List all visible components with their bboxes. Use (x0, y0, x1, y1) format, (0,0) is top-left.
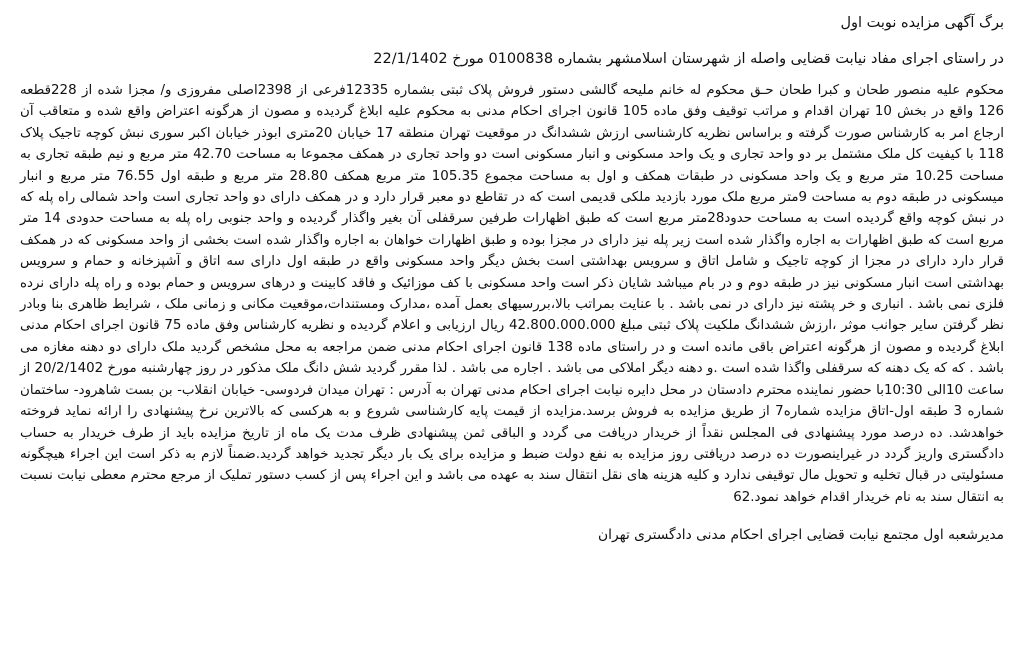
notice-reference-line: در راستای اجرای مفاد نیابت قضایی واصله از شهرستان اسلامشهر بشماره 0100838 مورخ 22/1/1402 (373, 51, 1004, 67)
notice-title: برگ آگهی مزایده نوبت اول (840, 15, 1004, 31)
notice-body-paragraph: محکوم علیه منصور طحان و کبرا طحان حـق محکوم له خانم ملیحه گالشی دستور فروش پلاک ثبتی بشماره 12335فرعی از 2398اصلی مفروزی و/ مجزا شده از 228قطعه 126 واقع در بخش 10 تهران اقدام و مراتب توقیف وفق ماده 105 قانون اجرای احکام مدنی به محکوم علیه ابلاغ گردیده و مصون از هرگونه اعتراض واقع شده و متعاقب آن ارجاع امر به کارشناس صورت گرفته و براساس نظریه کارشناسی ارزش ششدانگ در موقعیت تهران منطقه 17 خیابان 20متری ابوذر خیابان اکبر سوری نبش کوچه تاجیک پلاک 118 با کیفیت کل ملک مشتمل بر دو واحد تجاری و یک واحد مسکونی و انبار مسکونی است دو واحد تجاری در همکف مجموعا به مساحت 42.70 متر مربع و نیم طبقه تجاری به مساحت 10.25 متر مربع و یک واحد مسکونی در طبقات همکف و اول به مساحت مجموع 105.35 متر مربع همکف 28.80 متر مربع و طبقه اول 76.55 متر مربع و انبار میسکونی در طبقه دوم به مساحت 9متر مربع ملک مورد بازدید ملکی قدیمی است که در تقاطع دو معبر قرار دارد و در همکف دارای دو واحد تجاری است واحد شمالی راه پله که در نبش کوچه واقع گردیده است به مساحت حدود28متر مربع است که طبق اظهارات طرفین سرقفلی آن بغیر واگذار گردیده و واحد جنوبی راه پله به مساحت حدودی 14 متر مربع است که طبق اظهارات به اجاره واگذار شده است زیر پله نیز دارای در مجزا بوده و طبق اظهارات خواهان به اجاره واگذار شده است بخشی از واحد مسکونی که در همکف قرار دارد دارای در مجزا از کوچه تاجیک و شامل اتاق و سرویس بهداشتی است بخش دیگر واحد مسکونی واقع در طبقه اول دارای سه اتاق و آشپزخانه و حمام و سرویس بهداشتی است انبار مسکونی نیز در طبقه دوم و در بام میباشد شایان ذکر است واحد مسکونی با کف موزائیک و فاقد کابینت و درهای سرویس و حمام بوده و راه پله دارای نرده فلزی نمی باشد . انباری و خر پشته نیز دارای در نمی باشد . با عنایت بمراتب بالا،بررسیهای بعمل آمده ،مدارک ومستندات،موقعیت مکانی و زمانی ملک ، شرایط ظاهری بنا وبادر نظر گرفتن سایر جوانب موثر ،ارزش ششدانگ ملکیت پلاک ثبتی مبلغ 42.800.000.000 ریال ارزیابی و اعلام گردیده و نظریه کارشناس وفق ماده 75 قانون اجرای احکام مدنی ابلاغ گردیده و مصون از هرگونه اعتراض باقی مانده است و در راستای ماده 138 قانون اجرای احکام مدنی ضمن مراجعه به محل مشخص گردید ملک دارای دو دهنه مغازه می باشد . که که یک دهنه که سرقفلی واگذا شده است .و دهنه دیگر املاکی می باشد . اجاره می باشد . لذا مقرر گردید شش دانگ ملک مذکور در روز چهارشنبه مورخ 20/2/1402 از ساعت 10الی 10:30با حضور نماینده محترم دادستان در محل دایره نیابت اجرای احکام مدنی تهران به آدرس : تهران میدان فردوسی- خیابان انقلاب- بن بست شاهرود- ساختمان شماره 3 طبقه اول-اتاق مزایده شماره7 از طریق مزایده به فروش برسد.مزایده از قیمت پایه کارشناسی شروع و به هرکسی که بالاترین نرخ پیشنهادی را ارائه نماید فروخته خواهدشد. ده درصد مورد پیشنهادی فی المجلس نقداً از خریدار دریافت می گردد و الباقی ثمن پیشنهادی ظرف مدت یک ماه از تاریخ مزایده باید از طرف خریدار به حساب دادگستری واریز گردد در غیراینصورت ده درصد دریافتی روز مزایده به نفع دولت ضبط و مزایده برای یک بار دیگر تجدید خواهد گردید.ضمناً لازم به ذکر است این اجراء هیچگونه مسئولیتی در قبال تخلیه و تحویل مال توقیفی ندارد و کلیه هزینه های نقل انتقال سند به عهده می باشد و این اجراء پس از کسب دستور تملیک از مرجع محترم معطی نیابت نسبت به انتقال سند به نام خریدار اقدام خواهد نمود.62 (20, 83, 1005, 505)
notice-signature: مدیرشعبه اول مجتمع نیابت قضایی اجرای احکام مدنی دادگستری تهران (598, 527, 1004, 544)
